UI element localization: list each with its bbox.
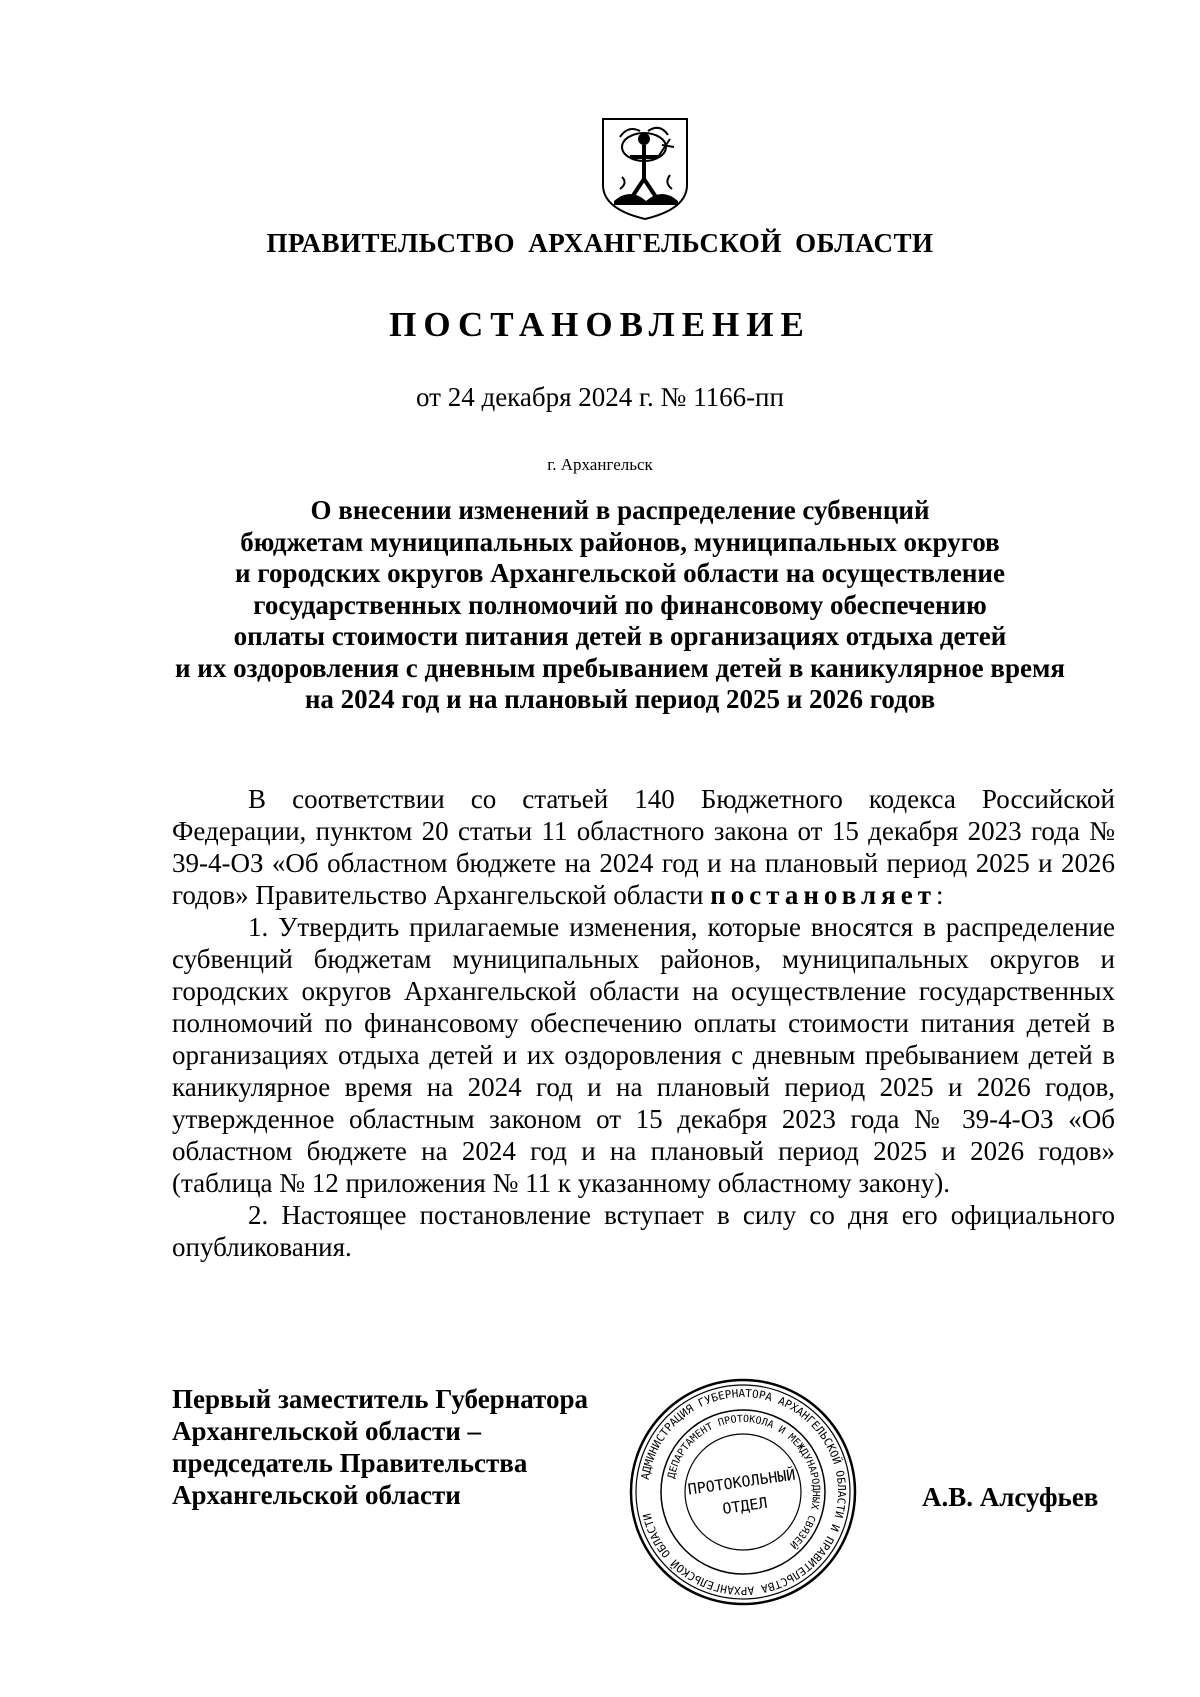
signatory-name: А.В. Алсуфьев	[922, 1482, 1099, 1512]
decree-colon: :	[935, 880, 944, 910]
stamp-inner-text: ДЕПАРТАМЕНТ ПРОТОКОЛА И МЕЖДУНАРОДНЫХ СВЯЗЕЙ	[666, 1413, 822, 1551]
document-type: ПОСТАНОВЛЕНИЕ	[389, 305, 811, 344]
intro-text: В соответствии со статьей 140 Бюджетного кодекса Российской Федерации, пунктом 20 статьи 11 областного закона от 15 декабря 2023 года № 39-4-ОЗ «Об областном бюджете на 2024 год и на плановый период 2025 и 2026 годов» Правительство Архангельской области	[172, 784, 1115, 910]
stamp-outer-text: АДМИНИСТРАЦИЯ ГУБЕРНАТОРА АРХАНГЕЛЬСКОЙ ОБЛАСТИ И ПРАВИТЕЛЬСТВА АРХАНГЕЛЬСКОЙ ОБЛАСТИ	[638, 1386, 849, 1598]
position-line: председатель Правительства	[172, 1448, 528, 1478]
position-line: Первый заместитель Губернатора	[172, 1384, 588, 1414]
title-line: О внесении изменений в распределение субвенций	[310, 495, 930, 525]
intro-paragraph	[172, 783, 1115, 911]
title-line: на 2024 год и на плановый период 2025 и 2026 годов	[304, 684, 936, 714]
position-line: Архангельской области	[172, 1480, 461, 1510]
position-line: Архангельской области –	[172, 1416, 482, 1446]
title-line: и их оздоровления с дневным пребыванием детей в каникулярное время	[175, 652, 1065, 683]
decree-word: постановляет	[710, 880, 936, 910]
organization-name: ПРАВИТЕЛЬСТВО АРХАНГЕЛЬСКОЙ ОБЛАСТИ	[266, 228, 934, 258]
title-line: бюджетам муниципальных районов, муниципальных округов	[240, 526, 1000, 557]
title-line: и городских округов Архангельской области на осуществление	[235, 558, 1005, 588]
stamp-center-line-1: ПРОТОКОЛЬНЫЙ	[686, 1465, 797, 1499]
title-line: государственных полномочий по финансовому обеспечению	[253, 589, 987, 620]
document-city: г. Архангельск	[547, 455, 653, 474]
official-stamp	[628, 1377, 858, 1607]
coat-of-arms-icon	[600, 117, 690, 221]
item-2-paragraph: 2. Настоящее постановление вступает в силу со дня его официального опубликования.	[172, 1200, 1115, 1262]
document-title	[150, 495, 1090, 716]
document-body	[172, 783, 1115, 1263]
signatory-position	[172, 1383, 588, 1511]
item-1-paragraph: 1. Утвердить прилагаемые изменения, которые вносятся в распределение субвенций бюджетам муниципальных районов, муниципальных округов и городских округов Архангельской области на осуществление государственных полномочий по финансовому обеспечению оплаты стоимости питания детей в организациях отдыха детей и их оздоровления с дневным пребыванием детей в каникулярное время на 2024 год и на плановый период 2025 и 2026 годов, утвержденное областным законом от 15 декабря 2023 года № 39-4-ОЗ «Об областном бюджете на 2024 год и на плановый период 2025 и 2026 годов» (таблица № 12 приложения № 11 к указанному областному закону).	[172, 912, 1115, 1198]
document-date-number: от 24 декабря 2024 г. № 1166-пп	[416, 382, 784, 412]
title-line: оплаты стоимости питания детей в организациях отдыха детей	[233, 621, 1007, 651]
stamp-center-line-2: ОТДЕЛ	[721, 1493, 769, 1518]
